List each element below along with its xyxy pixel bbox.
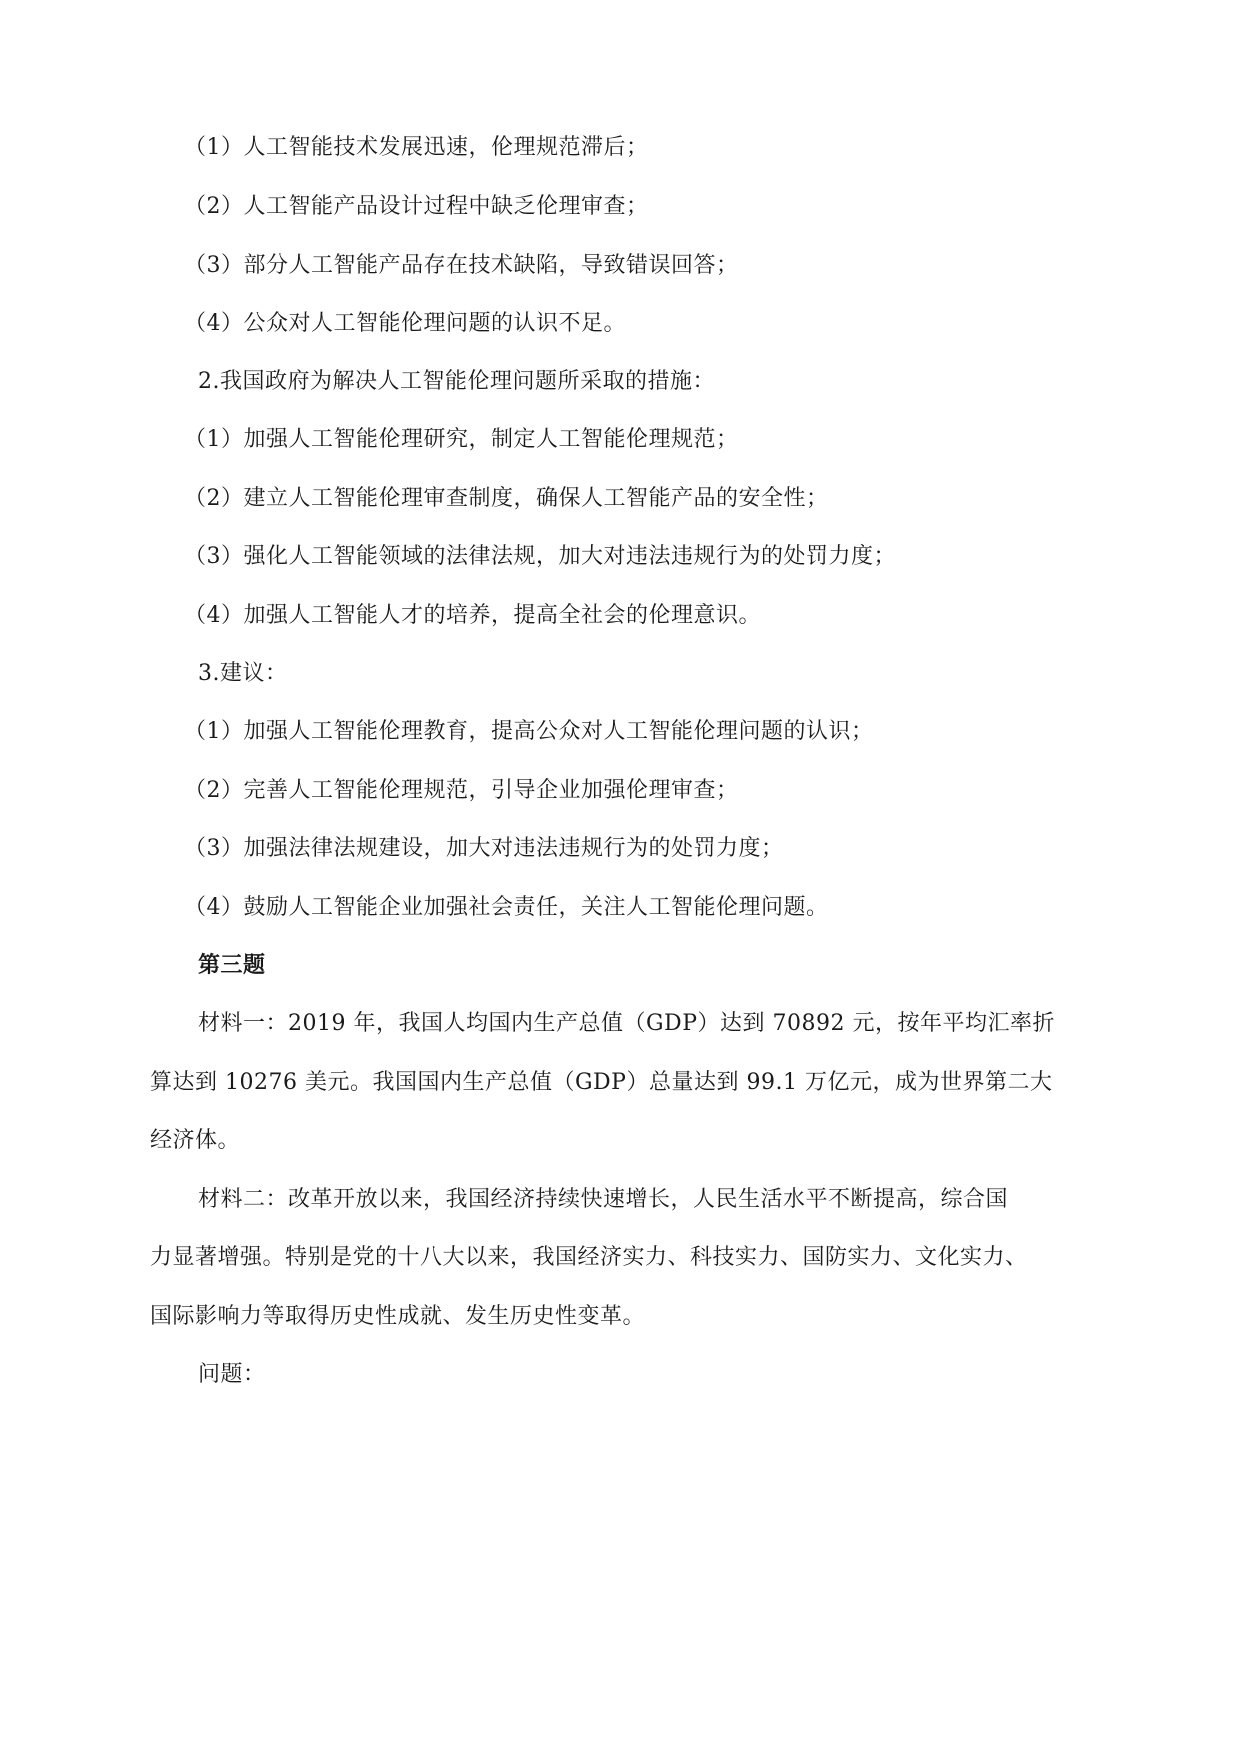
material-1-line-3: 经济体。 xyxy=(150,1128,241,1153)
measure-item-1: （1）加强人工智能伦理研究，制定人工智能伦理规范； xyxy=(184,427,739,452)
reason-item-4: （4）公众对人工智能伦理问题的认识不足。 xyxy=(184,311,626,336)
question-label: 问题： xyxy=(198,1362,266,1387)
suggestion-item-1: （1）加强人工智能伦理教育，提高公众对人工智能伦理问题的认识； xyxy=(184,719,874,744)
measures-heading: 2.我国政府为解决人工智能伦理问题所采取的措施： xyxy=(198,369,715,394)
reason-item-3: （3）部分人工智能产品存在技术缺陷，导致错误回答； xyxy=(184,253,739,278)
reason-item-2: （2）人工智能产品设计过程中缺乏伦理审查； xyxy=(184,194,649,219)
reason-item-1: （1）人工智能技术发展迅速，伦理规范滞后； xyxy=(184,135,649,160)
measure-item-4: （4）加强人工智能人才的培养，提高全社会的伦理意识。 xyxy=(184,603,761,628)
suggestion-item-3: （3）加强法律法规建设，加大对违法违规行为的处罚力度； xyxy=(184,836,784,861)
suggestion-item-2: （2）完善人工智能伦理规范，引导企业加强伦理审查； xyxy=(184,778,739,803)
material-2-line-3: 国际影响力等取得历史性成就、发生历史性变革。 xyxy=(150,1304,646,1329)
measure-item-2: （2）建立人工智能伦理审查制度，确保人工智能产品的安全性； xyxy=(184,486,829,511)
material-2-line-2: 力显著增强。特别是党的十八大以来，我国经济实力、科技实力、国防实力、文化实力、 xyxy=(150,1245,1028,1270)
suggestion-item-4: （4）鼓励人工智能企业加强社会责任，关注人工智能伦理问题。 xyxy=(184,895,829,920)
material-2-line-1: 材料二：改革开放以来，我国经济持续快速增长，人民生活水平不断提高，综合国 xyxy=(198,1187,1009,1212)
material-1-line-2: 算达到 10276 美元。我国国内生产总值（GDP）总量达到 99.1 万亿元，成为世界第二大 xyxy=(150,1070,1053,1095)
question-3-title: 第三题 xyxy=(198,953,266,978)
material-1-line-1: 材料一：2019 年，我国人均国内生产总值（GDP）达到 70892 元，按年平均汇率折 xyxy=(198,1011,1055,1036)
suggestions-heading: 3.建议： xyxy=(198,661,288,686)
measure-item-3: （3）强化人工智能领域的法律法规，加大对违法违规行为的处罚力度； xyxy=(184,544,896,569)
